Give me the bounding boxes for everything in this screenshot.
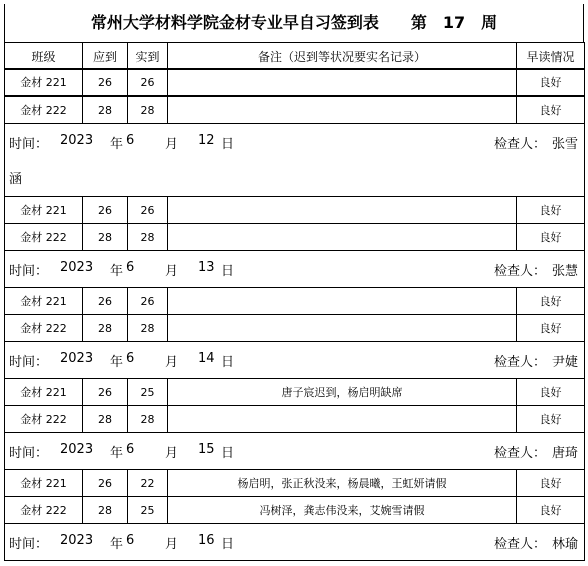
date-checker-line	[4, 433, 585, 469]
actual-cell: 26	[127, 288, 167, 314]
day-value: 15	[198, 442, 215, 457]
status-cell: 良好	[516, 406, 585, 432]
date-checker-line	[4, 342, 585, 378]
day-unit: 日	[221, 446, 235, 461]
expected-cell: 28	[82, 406, 127, 432]
note-cell: 冯树泽，龚志伟没来，艾婉雪请假	[167, 497, 516, 523]
expected-cell: 26	[82, 470, 127, 496]
status-cell: 良好	[516, 470, 585, 496]
expected-cell: 26	[82, 288, 127, 314]
month-value: 6	[126, 133, 135, 148]
checker-label: 检查人：	[493, 137, 546, 152]
year-unit: 年	[110, 137, 124, 152]
class-cell: 金材 221	[4, 69, 82, 95]
year-value: 2023	[60, 260, 94, 275]
expected-cell: 28	[82, 97, 127, 123]
actual-cell: 28	[127, 97, 167, 123]
header-expected: 应到	[82, 43, 127, 69]
expected-cell: 28	[82, 315, 127, 341]
time-label: 时间：	[9, 446, 49, 461]
day-unit: 日	[221, 137, 235, 152]
sheet-bottom-border	[4, 560, 585, 561]
day-value: 13	[198, 260, 215, 275]
actual-cell: 28	[127, 315, 167, 341]
actual-cell: 26	[127, 69, 167, 95]
checker-name: 林瑜	[551, 537, 578, 552]
time-label: 时间：	[9, 137, 49, 152]
status-cell: 良好	[516, 497, 585, 523]
month-value: 6	[126, 260, 135, 275]
date-checker-line	[4, 251, 585, 287]
date-checker-line	[4, 524, 585, 560]
date-checker-line	[4, 124, 585, 196]
table-row	[4, 68, 585, 96]
note-cell	[167, 288, 516, 314]
checker-name: 张雪	[551, 137, 578, 152]
header-class: 班级	[4, 43, 82, 69]
note-cell	[167, 406, 516, 432]
expected-cell: 28	[82, 497, 127, 523]
expected-cell: 26	[82, 197, 127, 223]
note-cell	[167, 224, 516, 250]
year-unit: 年	[110, 446, 124, 461]
expected-cell: 26	[82, 379, 127, 405]
actual-cell: 22	[127, 470, 167, 496]
year-value: 2023	[60, 533, 94, 548]
time-label: 时间：	[9, 264, 49, 279]
note-cell	[167, 69, 516, 95]
day-unit: 日	[221, 355, 235, 370]
year-unit: 年	[110, 537, 124, 552]
year-unit: 年	[110, 264, 124, 279]
day-value: 12	[198, 133, 215, 148]
checker-label: 检查人：	[493, 537, 546, 552]
checker-name: 尹婕	[551, 355, 578, 370]
year-value: 2023	[60, 442, 94, 457]
header-status: 早读情况	[516, 43, 585, 69]
status-cell: 良好	[516, 224, 585, 250]
actual-cell: 28	[127, 406, 167, 432]
class-cell: 金材 221	[4, 470, 82, 496]
checker-name-continued: 涵	[9, 172, 23, 187]
table-row	[4, 378, 585, 406]
table-row	[4, 96, 585, 124]
month-unit: 月	[165, 537, 179, 552]
table-row	[4, 496, 585, 524]
actual-cell: 26	[127, 197, 167, 223]
status-cell: 良好	[516, 315, 585, 341]
expected-cell: 26	[82, 69, 127, 95]
month-unit: 月	[165, 137, 179, 152]
table-row	[4, 287, 585, 315]
status-cell: 良好	[516, 379, 585, 405]
status-cell: 良好	[516, 197, 585, 223]
actual-cell: 28	[127, 224, 167, 250]
month-unit: 月	[165, 355, 179, 370]
class-cell: 金材 222	[4, 315, 82, 341]
checker-name: 张慧	[551, 264, 578, 279]
checker-label: 检查人：	[493, 264, 546, 279]
month-unit: 月	[165, 446, 179, 461]
day-value: 16	[198, 533, 215, 548]
class-cell: 金材 222	[4, 497, 82, 523]
header-actual: 实到	[127, 43, 167, 69]
year-unit: 年	[110, 355, 124, 370]
day-value: 14	[198, 351, 215, 366]
note-cell	[167, 315, 516, 341]
table-row	[4, 314, 585, 342]
class-cell: 金材 221	[4, 379, 82, 405]
header-note: 备注（迟到等状况要实名记录）	[167, 43, 516, 69]
note-cell: 唐子宸迟到，杨启明缺席	[167, 379, 516, 405]
table-row	[4, 469, 585, 497]
actual-cell: 25	[127, 379, 167, 405]
status-cell: 良好	[516, 97, 585, 123]
table-row	[4, 196, 585, 224]
year-value: 2023	[60, 133, 94, 148]
actual-cell: 25	[127, 497, 167, 523]
status-cell: 良好	[516, 69, 585, 95]
class-cell: 金材 221	[4, 288, 82, 314]
expected-cell: 28	[82, 224, 127, 250]
table-row	[4, 405, 585, 433]
status-cell: 良好	[516, 288, 585, 314]
note-cell	[167, 197, 516, 223]
table-row	[4, 223, 585, 251]
class-cell: 金材 222	[4, 97, 82, 123]
class-cell: 金材 222	[4, 406, 82, 432]
year-value: 2023	[60, 351, 94, 366]
month-value: 6	[126, 442, 135, 457]
class-cell: 金材 221	[4, 197, 82, 223]
month-value: 6	[126, 351, 135, 366]
day-unit: 日	[221, 537, 235, 552]
checker-name: 唐琦	[551, 446, 578, 461]
note-cell	[167, 97, 516, 123]
time-label: 时间：	[9, 537, 49, 552]
time-label: 时间：	[9, 355, 49, 370]
checker-label: 检查人：	[493, 446, 546, 461]
class-cell: 金材 222	[4, 224, 82, 250]
month-value: 6	[126, 533, 135, 548]
sheet-title: 常州大学材料学院金材专业早自习签到表 第 17 周	[4, 4, 584, 42]
month-unit: 月	[165, 264, 179, 279]
note-cell: 杨启明，张正秋没来，杨晨曦，王虹妍请假	[167, 470, 516, 496]
header-row	[4, 42, 585, 70]
checker-label: 检查人：	[493, 355, 546, 370]
day-unit: 日	[221, 264, 235, 279]
